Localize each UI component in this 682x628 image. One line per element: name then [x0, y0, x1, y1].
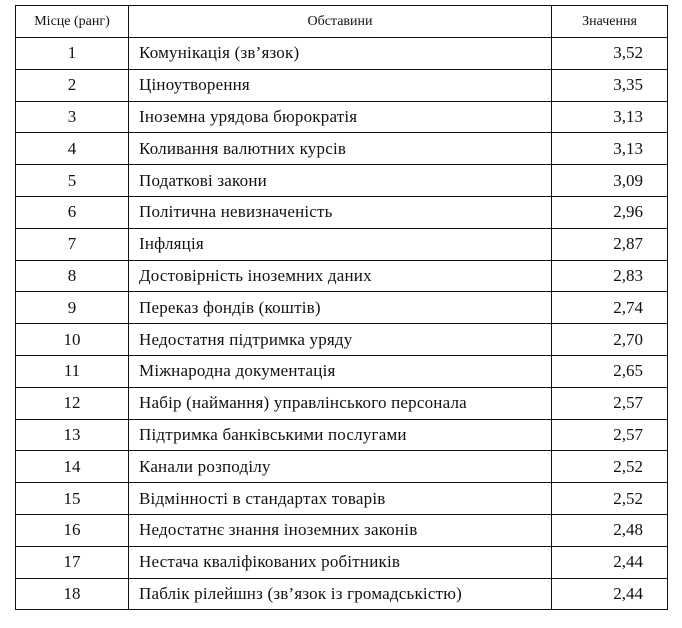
value-cell: 2,65 [552, 355, 668, 387]
table-row [16, 165, 668, 197]
value-cell: 3,09 [552, 165, 668, 197]
table-row [16, 355, 668, 387]
value-cell: 2,87 [552, 228, 668, 260]
rank-cell: 17 [16, 546, 129, 578]
value-cell: 2,44 [552, 546, 668, 578]
value-cell: 2,48 [552, 514, 668, 546]
table-row [16, 546, 668, 578]
value-cell: 2,52 [552, 451, 668, 483]
factor-cell: Нестача кваліфікованих робітників [129, 546, 552, 578]
header-value: Значення [552, 6, 668, 38]
table-row [16, 451, 668, 483]
table-row [16, 419, 668, 451]
rank-cell: 10 [16, 324, 129, 356]
rank-cell: 2 [16, 69, 129, 101]
factor-cell: Паблік рілейшнз (зв’язок із громадськістю) [129, 578, 552, 610]
rank-cell: 14 [16, 451, 129, 483]
value-cell: 2,44 [552, 578, 668, 610]
header-rank: Місце (ранг) [16, 6, 129, 38]
factor-cell: Іноземна урядова бюрократія [129, 101, 552, 133]
factor-cell: Переказ фондів (коштів) [129, 292, 552, 324]
ranking-table [15, 5, 668, 610]
factor-cell: Підтримка банківськими послугами [129, 419, 552, 451]
rank-cell: 13 [16, 419, 129, 451]
factor-cell: Міжнародна документація [129, 355, 552, 387]
factor-cell: Ціноутворення [129, 69, 552, 101]
table-row [16, 578, 668, 610]
header-row [16, 6, 668, 38]
table-row [16, 38, 668, 70]
table-row [16, 292, 668, 324]
table-row [16, 228, 668, 260]
header-factor: Обставини [129, 6, 552, 38]
factor-cell: Політична невизначеність [129, 196, 552, 228]
factor-cell: Комунікація (зв’язок) [129, 38, 552, 70]
factor-cell: Набір (наймання) управлінського персонала [129, 387, 552, 419]
value-cell: 2,70 [552, 324, 668, 356]
table-row [16, 483, 668, 515]
table-header [16, 6, 668, 38]
rank-cell: 18 [16, 578, 129, 610]
table-row [16, 260, 668, 292]
value-cell: 2,52 [552, 483, 668, 515]
rank-cell: 4 [16, 133, 129, 165]
rank-cell: 6 [16, 196, 129, 228]
rank-cell: 12 [16, 387, 129, 419]
table-body [16, 38, 668, 610]
value-cell: 2,96 [552, 196, 668, 228]
value-cell: 2,74 [552, 292, 668, 324]
table-row [16, 196, 668, 228]
rank-cell: 3 [16, 101, 129, 133]
factor-cell: Достовірність іноземних даних [129, 260, 552, 292]
factor-cell: Канали розподілу [129, 451, 552, 483]
rank-cell: 15 [16, 483, 129, 515]
rank-cell: 5 [16, 165, 129, 197]
table-row [16, 69, 668, 101]
rank-cell: 9 [16, 292, 129, 324]
rank-cell: 8 [16, 260, 129, 292]
value-cell: 2,57 [552, 387, 668, 419]
table-row [16, 324, 668, 356]
ranking-table-container [15, 5, 667, 610]
value-cell: 3,35 [552, 69, 668, 101]
table-row [16, 387, 668, 419]
factor-cell: Недостатнє знання іноземних законів [129, 514, 552, 546]
rank-cell: 7 [16, 228, 129, 260]
value-cell: 3,52 [552, 38, 668, 70]
rank-cell: 1 [16, 38, 129, 70]
table-row [16, 514, 668, 546]
value-cell: 3,13 [552, 101, 668, 133]
rank-cell: 11 [16, 355, 129, 387]
factor-cell: Недостатня підтримка уряду [129, 324, 552, 356]
table-row [16, 101, 668, 133]
factor-cell: Інфляція [129, 228, 552, 260]
factor-cell: Податкові закони [129, 165, 552, 197]
factor-cell: Коливання валютних курсів [129, 133, 552, 165]
rank-cell: 16 [16, 514, 129, 546]
factor-cell: Відмінності в стандартах товарів [129, 483, 552, 515]
value-cell: 2,57 [552, 419, 668, 451]
value-cell: 2,83 [552, 260, 668, 292]
value-cell: 3,13 [552, 133, 668, 165]
table-row [16, 133, 668, 165]
